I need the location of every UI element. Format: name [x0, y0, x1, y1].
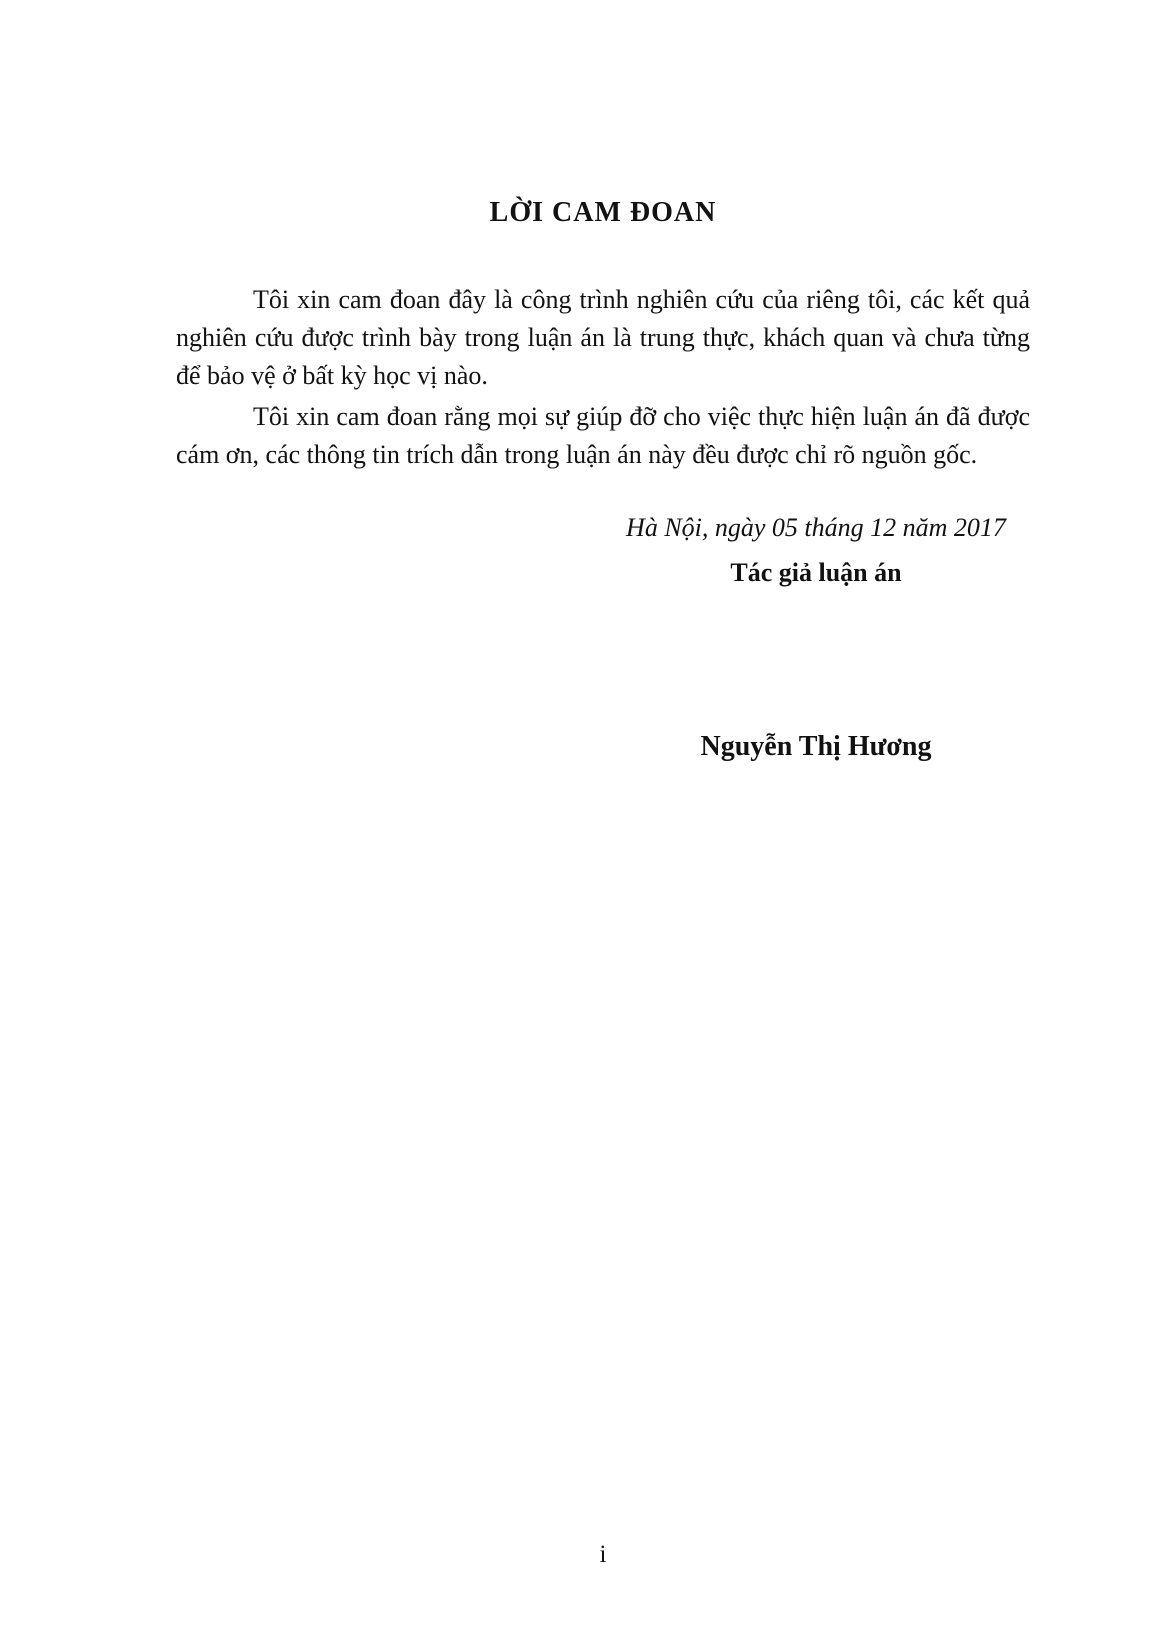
- paragraph-2: Tôi xin cam đoan rằng mọi sự giúp đỡ cho việc thực hiện luận án đã được cám ơn, các thông tin trích dẫn trong luận án này đều được chỉ rõ nguồn gốc.: [176, 402, 1030, 469]
- signature-block: [600, 509, 1032, 592]
- signature-role: Tác giả luận án: [730, 558, 902, 587]
- signature-date-line: Hà Nội, ngày 05 tháng 12 năm 2017: [626, 513, 1006, 542]
- paragraph-1: Tôi xin cam đoan đây là công trình nghiên cứu của riêng tôi, các kết quả nghiên cứu được trình bày trong luận án là trung thực, khách quan và chưa từng để bảo vệ ở bất kỳ học vị nào.: [176, 285, 1030, 390]
- body-text: [176, 281, 1030, 477]
- page-number: i: [599, 1541, 607, 1568]
- signature-name: Nguyễn Thị Hương: [700, 731, 932, 762]
- page-title: LỜI CAM ĐOAN: [489, 197, 717, 228]
